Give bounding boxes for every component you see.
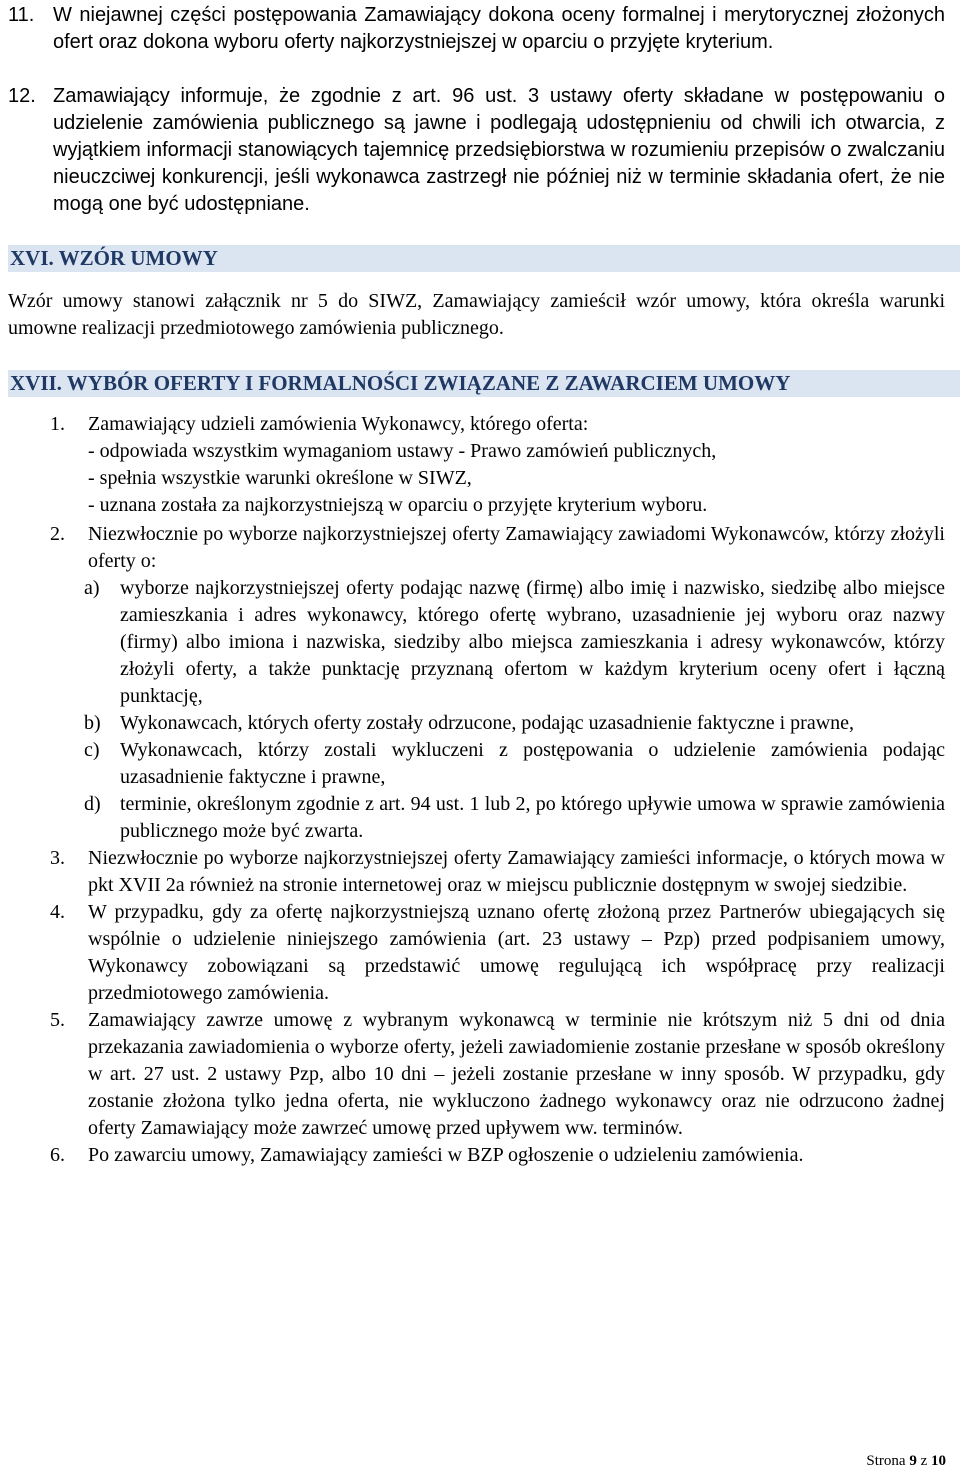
sub-item-text: Wykonawcach, których oferty zostały odrzucone, podając uzasadnienie faktyczne i prawne, (120, 712, 855, 734)
sub-item-text: terminie, określonym zgodnie z art. 94 ust. 1 lub 2, po którego upływie umowa w sprawie zamówienia publicznego może być zwarta. (120, 793, 945, 842)
item-number: 2. (50, 523, 65, 545)
item-line: - odpowiada wszystkim wymaganiom ustawy - Prawo zamówień publicznych, (88, 440, 717, 462)
sub-item-letter: a) (84, 577, 100, 599)
list-item-3 (50, 845, 945, 899)
item-number: 12. (8, 85, 36, 107)
list-item-12 (8, 83, 945, 218)
list-item-4 (50, 899, 945, 1007)
sub-item-text: wyborze najkorzystniejszej oferty podając nazwę (firmę) albo imię i nazwisko, siedzibę albo miejsce zamieszkania i adres wykonawcy, którego ofertę wybrano, uzasadnienie jej wyboru oraz nazwy (firmy) albo imiona i nazwiska, siedziby albo miejsca zamieszkania i adresy wykonawców, którzy złożyli oferty, a także punktację przyznaną ofertom w każdym kryterium oceny ofert i łączną punktację, (120, 577, 945, 707)
sub-item-a (50, 575, 945, 710)
list-item-11 (8, 2, 945, 56)
item-intro: Zamawiający udzieli zamówienia Wykonawcy, którego oferta: (88, 413, 589, 435)
item-number: 11. (8, 4, 35, 26)
page-number: 9 (909, 1453, 917, 1469)
sub-item-letter: b) (84, 712, 101, 734)
item-number: 3. (50, 847, 65, 869)
list-item-2 (50, 521, 945, 575)
item-text: Zamawiający zawrze umowę z wybranym wykonawcą w terminie nie krótszym niż 5 dni od dnia przekazania zawiadomienia o wyborze oferty, jeżeli zawiadomienie zostanie przesłane w sposób określony w art. 27 ust. 2 ustawy Pzp, albo 10 dni – jeżeli zostanie przesłane w inny sposób. W przypadku, gdy zostanie złożona tylko jedna oferta, nie wykluczono żadnego wykonawcy oraz nie odrzucono żadnej oferty Zamawiający może zawrzeć umowę przed upływem ww. terminów. (88, 1009, 945, 1139)
section-heading-xvii: XVII. WYBÓR OFERTY I FORMALNOŚCI ZWIĄZANE Z ZAWARCIEM UMOWY (8, 370, 960, 397)
page-footer (866, 1452, 946, 1470)
list-item-5 (50, 1007, 945, 1142)
page-label: Strona (866, 1453, 906, 1469)
section-heading-xvi: XVI. WZÓR UMOWY (8, 245, 960, 272)
item-text: Po zawarciu umowy, Zamawiający zamieści w BZP ogłoszenie o udzieleniu zamówienia. (88, 1144, 804, 1166)
sub-item-d (50, 791, 945, 845)
item-number: 6. (50, 1144, 65, 1166)
item-text: W przypadku, gdy za ofertę najkorzystniejszą uznano ofertę złożoną przez Partnerów ubiegających się wspólnie o udzielenie niniejszego zamówienia (art. 23 ustawy – Pzp) przed podpisaniem umowy, Wykonawcy zobowiązani są przedstawić umowę regulującą ich współpracę przy realizacji przedmiotowego zamówienia. (88, 901, 945, 1004)
sub-item-text: Wykonawcach, którzy zostali wykluczeni z postępowania o udzielenie zamówienia podając uzasadnienie faktyczne i prawne, (120, 739, 945, 788)
page-total: 10 (931, 1453, 946, 1469)
item-line: - uznana została za najkorzystniejszą w oparciu o przyjęte kryterium wyboru. (88, 494, 708, 516)
item-line: - spełnia wszystkie warunki określone w SIWZ, (88, 467, 472, 489)
item-number: 5. (50, 1009, 65, 1031)
sub-item-b (50, 710, 945, 737)
section-xvi-text (8, 288, 945, 342)
item-number: 4. (50, 901, 65, 923)
item-text: Niezwłocznie po wyborze najkorzystniejszej oferty Zamawiający zamieści informacje, o których mowa w pkt XVII 2a również na stronie internetowej oraz w miejscu publicznie dostępnym w swojej siedzibie. (88, 847, 945, 896)
item-text: Zamawiający informuje, że zgodnie z art. 96 ust. 3 ustawy oferty składane w postępowaniu o udzielenie zamówienia publicznego są jawne i podlegają udostępnieniu od chwili ich otwarcia, z wyjątkiem informacji stanowiących tajemnicę przedsiębiorstwa w rozumieniu przepisów o zwalczaniu nieuczciwej konkurencji, jeśli wykonawca zastrzegł nie później niż w terminie składania ofert, że nie mogą one być udostępniane. (53, 85, 945, 215)
sub-item-c (50, 737, 945, 791)
item-text: W niejawnej części postępowania Zamawiający dokona oceny formalnej i merytorycznej złożonych ofert oraz dokona wyboru oferty najkorzystniejszej w oparciu o przyjęte kryterium. (53, 4, 945, 53)
sub-item-letter: c) (84, 739, 100, 761)
paragraph: Wzór umowy stanowi załącznik nr 5 do SIWZ, Zamawiający zamieścił wzór umowy, która określa warunki umowne realizacji przedmiotowego zamówienia publicznego. (8, 290, 945, 339)
item-intro: Niezwłocznie po wyborze najkorzystniejszej oferty Zamawiający zawiadomi Wykonawców, którzy złożyli oferty o: (88, 523, 945, 572)
list-item-6 (50, 1142, 945, 1169)
list-item-1 (50, 411, 945, 519)
sub-item-letter: d) (84, 793, 101, 815)
section-xvii-list (50, 411, 945, 1169)
page-separator: z (920, 1453, 928, 1469)
item-number: 1. (50, 413, 65, 435)
